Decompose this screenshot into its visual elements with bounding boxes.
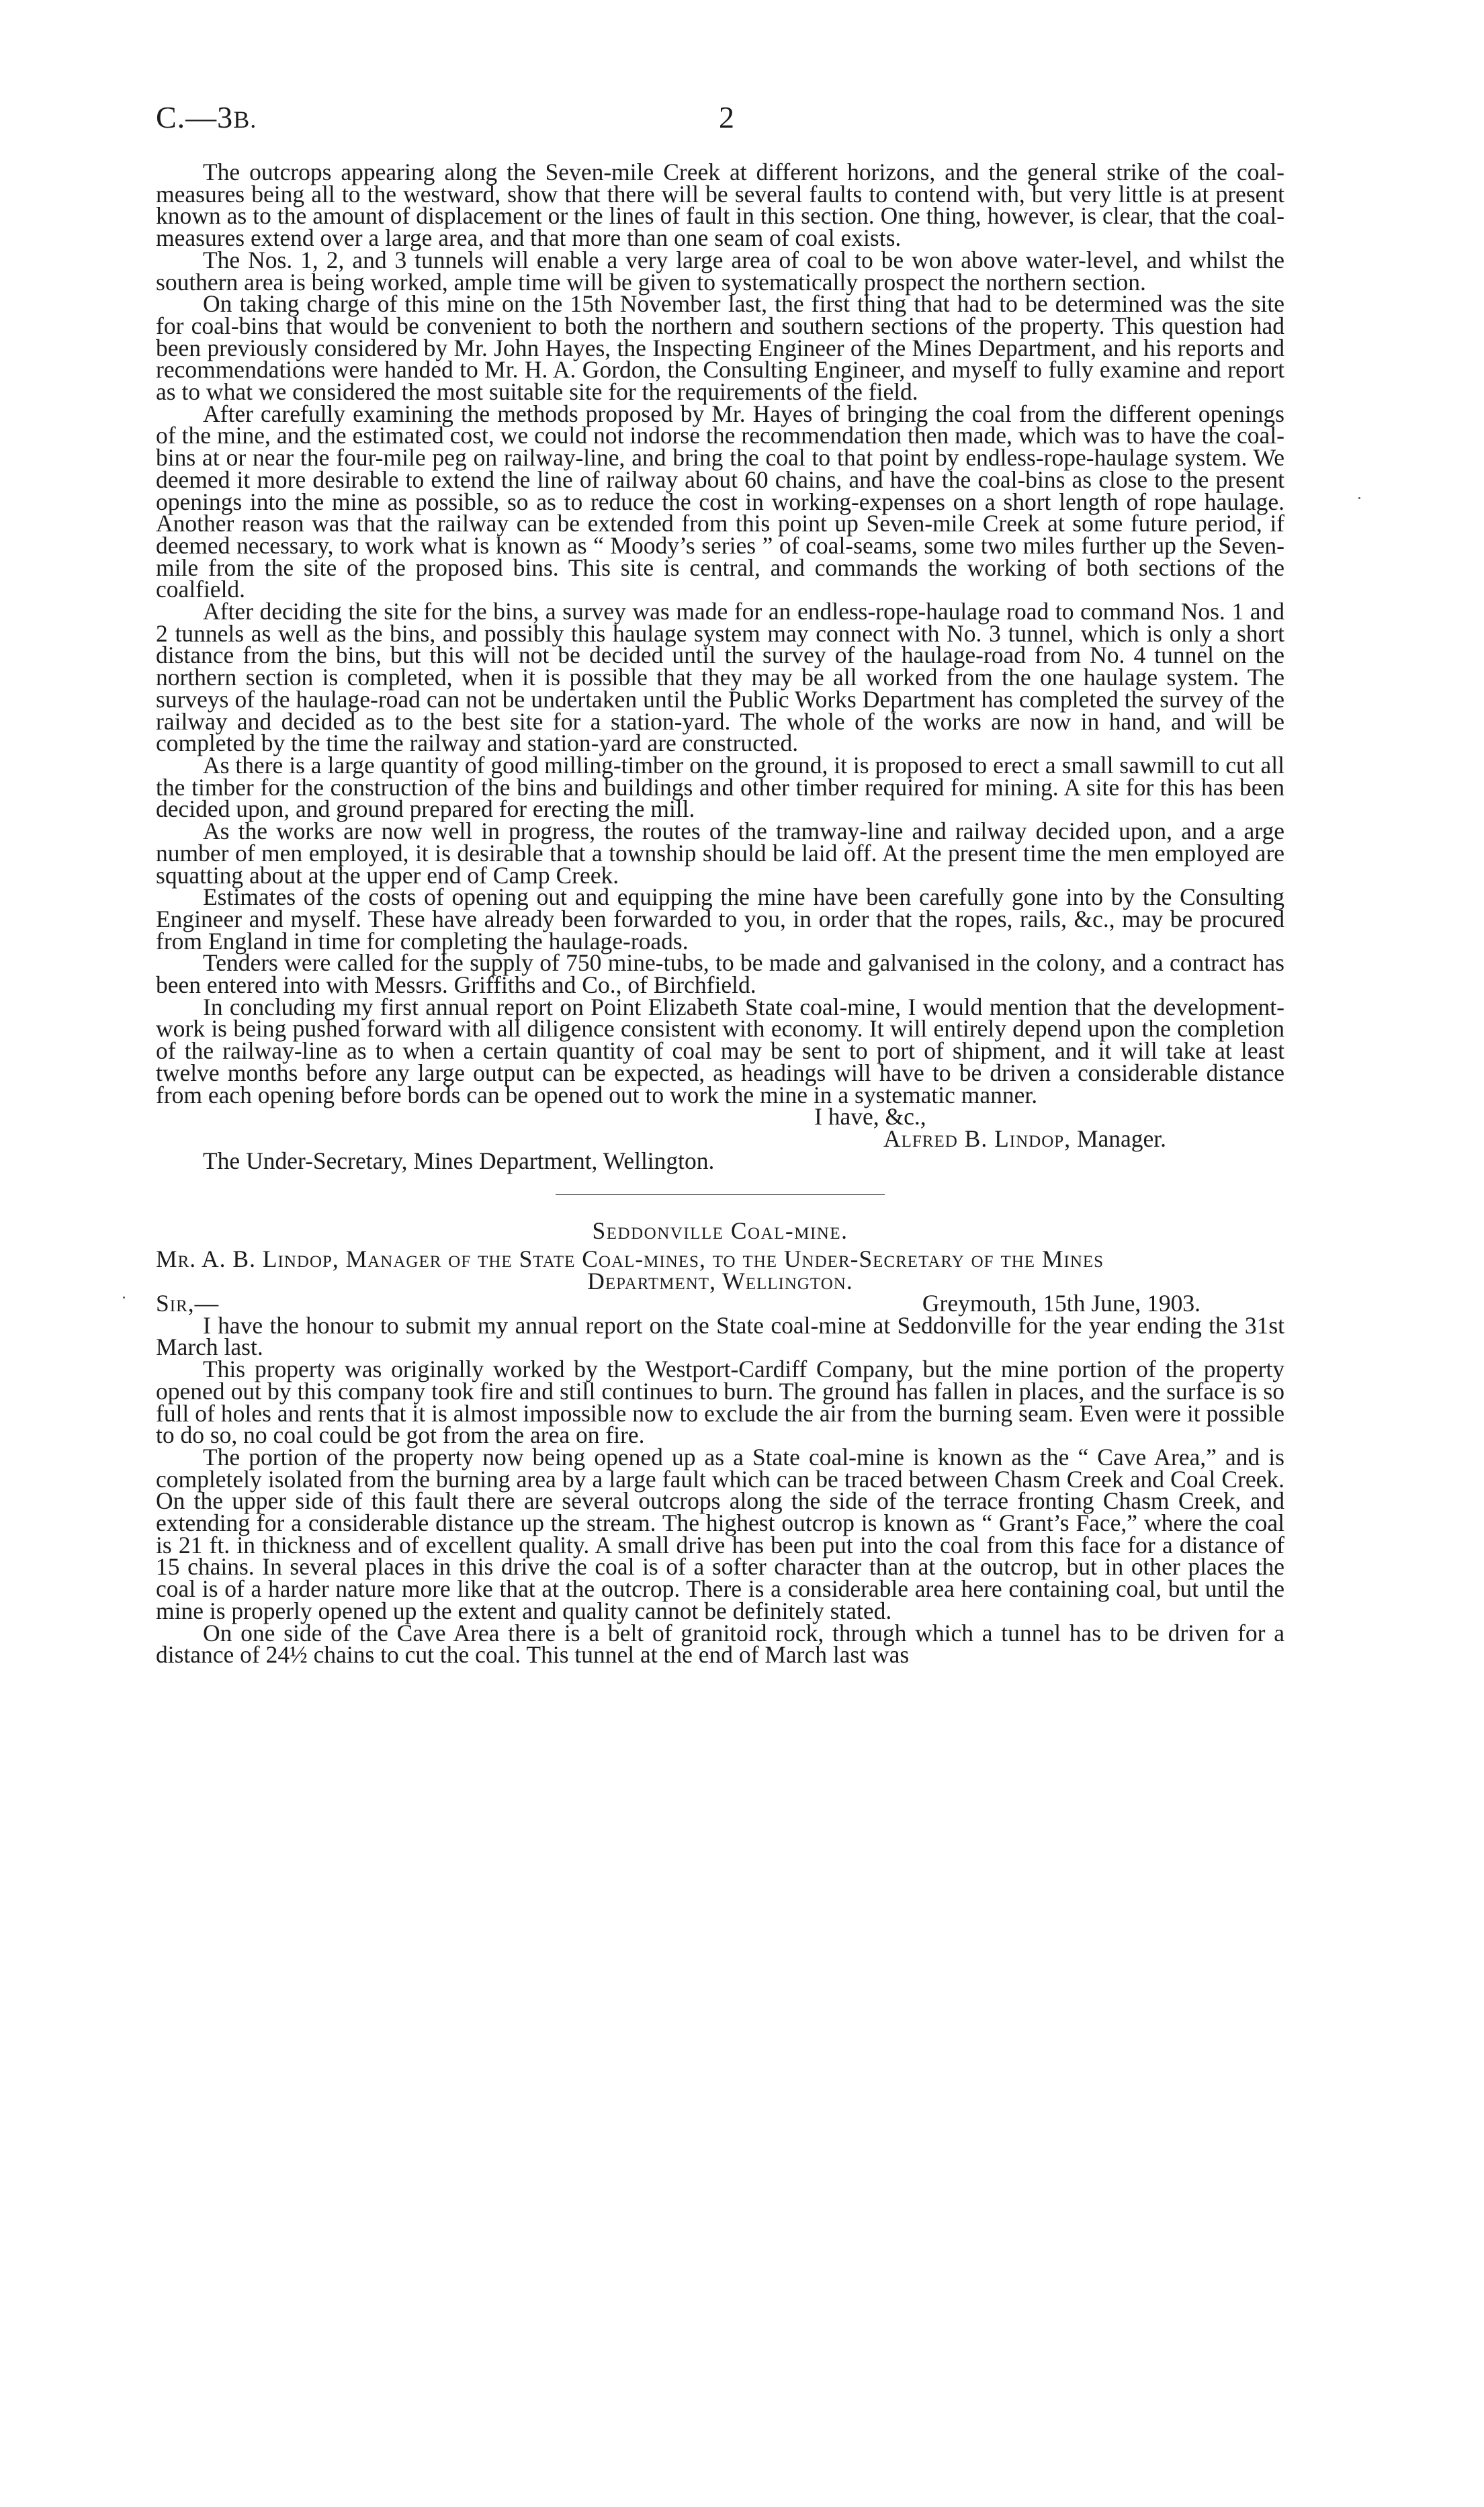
letter-heading-line: Department, Wellington. [587, 1268, 853, 1295]
scan-speck [1358, 497, 1360, 499]
paragraph: After deciding the site for the bins, a survey was made for an endless-rope-haulage road to command Nos. 1 and 2 tunnels as well as the bins, and possibly this haulage system may connect with No. 3 tunnel, which is only a short distance from the bins, but this will not be decided until the survey of the haulage-road from No. 4 tunnel on the northern section is completed, when it is possible that they may be all worked from the one haulage system. The surveys of the haulage-road can not be undertaken until the Public Works Department has completed the survey of the railway and decided as to the best site for a station-yard. The whole of the works are now in hand, and will be completed by the time the railway and station-yard are constructed. [156, 598, 1284, 757]
signature-name: Alfred B. Lindop, [883, 1125, 1072, 1152]
paragraph: Tenders were called for the supply of 750 mine-tubs, to be made and galvanised in the colony, and a contract has been entered into with Messrs. Griffiths and Co., of Birchfield. [156, 949, 1284, 999]
paragraph: As there is a large quantity of good milling-timber on the ground, it is proposed to erect a small sawmill to cut all the timber for the construction of the bins and buildings and other timber required for mining. A site for this has been decided upon, and ground prepared for erecting the mill. [156, 751, 1284, 823]
letter-body [156, 1311, 1284, 1669]
signature-title: Manager. [1071, 1125, 1167, 1152]
paragraph: Estimates of the costs of opening out and equipping the mine have been carefully gone into by the Consulting Engineer and myself. These have already been forwarded to you, in order that the ropes, rails, &c., may be procured from England in time for completing the haulage-roads. [156, 883, 1284, 955]
paragraph: This property was originally worked by the Westport-Cardiff Company, but the mine portion of the property opened out by this company took fire and still continues to burn. The ground has fallen in places, and the surface is so full of holes and rents that it is almost impossible now to exclude the air from the burning seam. Even were it possible to do so, no coal could be got from the area on fire. [156, 1356, 1284, 1449]
paragraph: After carefully examining the methods proposed by Mr. Hayes of bringing the coal from the different openings of the mine, and the estimated cost, we could not indorse the recommendation then made, which was to have the coal-bins at or near the four-mile peg on railway-line, and bring the coal to that point by endless-rope-haulage system. We deemed it more desirable to extend the line of railway about 60 chains, and have the coal-bins as close to the present openings into the mine as possible, so as to reduce the cost in working-expenses on a short length of rope haulage. Another reason was that the railway can be extended from this point up Seven-mile Creek at some future period, if deemed necessary, to work what is known as “ Moody’s series ” of coal-seams, some two miles further up the Seven-mile from the site of the proposed bins. This site is central, and commands the working of both sections of the coalfield. [156, 400, 1284, 603]
letter-heading-line: Mr. A. B. Lindop, Manager of the State Coal-mines, to the Under-Secretary of the Mines [156, 1245, 1104, 1273]
paragraph: As the works are now well in progress, the routes of the tramway-line and railway decided upon, and a arge number of men employed, it is desirable that a township should be laid off. At the present time the men employed are squatting about at the upper end of Camp Creek. [156, 818, 1284, 889]
paragraph: The outcrops appearing along the Seven-mile Creek at different horizons, and the general strike of the coal-measures being all to the westward, show that there will be several faults to contend with, but very little is at present known as to the amount of displacement or the lines of fault in this section. One thing, however, is clear, that the coal-measures extend over a large area, and that more than one seam of coal exists. [156, 159, 1284, 252]
addressee: The Under-Secretary, Mines Department, Wellington. [203, 1147, 715, 1174]
salutation-row [156, 1289, 1284, 1317]
page-header [156, 99, 1284, 146]
page-number: 2 [719, 100, 734, 134]
paragraph: The Nos. 1, 2, and 3 tunnels will enable a very large area of coal to be won above water-level, and whilst the southern area is being worked, ample time will be given to systematically prospect the northern section. [156, 246, 1284, 296]
page-reference: C.—3B. [156, 100, 257, 134]
paragraph: I have the honour to submit my annual report on the State coal-mine at Seddonville for the year ending the 31st March last. [156, 1311, 1284, 1361]
salutation: Sir,— [156, 1289, 220, 1317]
paragraph: On taking charge of this mine on the 15th November last, the first thing that had to be determined was the site for coal-bins that would be convenient to both the northern and southern sections of the property. This question had been previously considered by Mr. John Hayes, the Inspecting Engineer of the Mines Department, and his reports and recommendations were handed to Mr. H. A. Gordon, the Consulting Engineer, and myself to fully examine and report as to what we considered the most suitable site for the requirements of the field. [156, 290, 1284, 406]
paragraph: On one side of the Cave Area there is a belt of granitoid rock, through which a tunnel has to be driven for a distance of 24½ chains to cut the coal. This tunnel at the end of March last was [156, 1619, 1284, 1669]
signature [156, 1125, 1284, 1152]
signoff [156, 1103, 1284, 1152]
scan-speck [123, 1296, 125, 1299]
section-divider [556, 1194, 885, 1195]
section-title: Seddonville Coal-mine. [592, 1217, 848, 1245]
section-divider-wrap [156, 1172, 1284, 1220]
dateline: Greymouth, 15th June, 1903. [922, 1289, 1201, 1317]
document-body [156, 159, 1284, 1669]
paragraph: In concluding my first annual report on Point Elizabeth State coal-mine, I would mention that the development-work is being pushed forward with all diligence consistent with economy. It will entirely depend upon the completion of the railway-line as to when a certain quantity of coal may be sent to port of shipment, and it will take at least twelve months before any large output can be expected, as headings will have to be driven a considerable distance from each opening before bords can be opened out to work the mine in a systematic manner. [156, 993, 1284, 1108]
letter-heading-continuation [156, 1268, 1284, 1295]
page-reference-suffix: B. [233, 106, 257, 133]
closing: I have, &c., [814, 1103, 926, 1131]
paragraph: The portion of the property now being opened up as a State coal-mine is known as the “ Cave Area,” and is completely isolated from the burning area by a large fault which can be traced between Chasm Creek and Coal Creek. On the upper side of this fault there are several outcrops along the side of the terrace fronting Chasm Creek, and extending for a considerable distance up the stream. The highest outcrop is known as “ Grant’s Face,” where the coal is 21 ft. in thickness and of excellent quality. A small drive has been put into the coal from this face for a distance of 15 chains. In several places in this drive the coal is of a softer character than at the outcrop, but in other places the coal is of a harder nature more like that at the outcrop. There is a considerable area here containing coal, but until the mine is properly opened up the extent and quality cannot be definitely stated. [156, 1443, 1284, 1624]
